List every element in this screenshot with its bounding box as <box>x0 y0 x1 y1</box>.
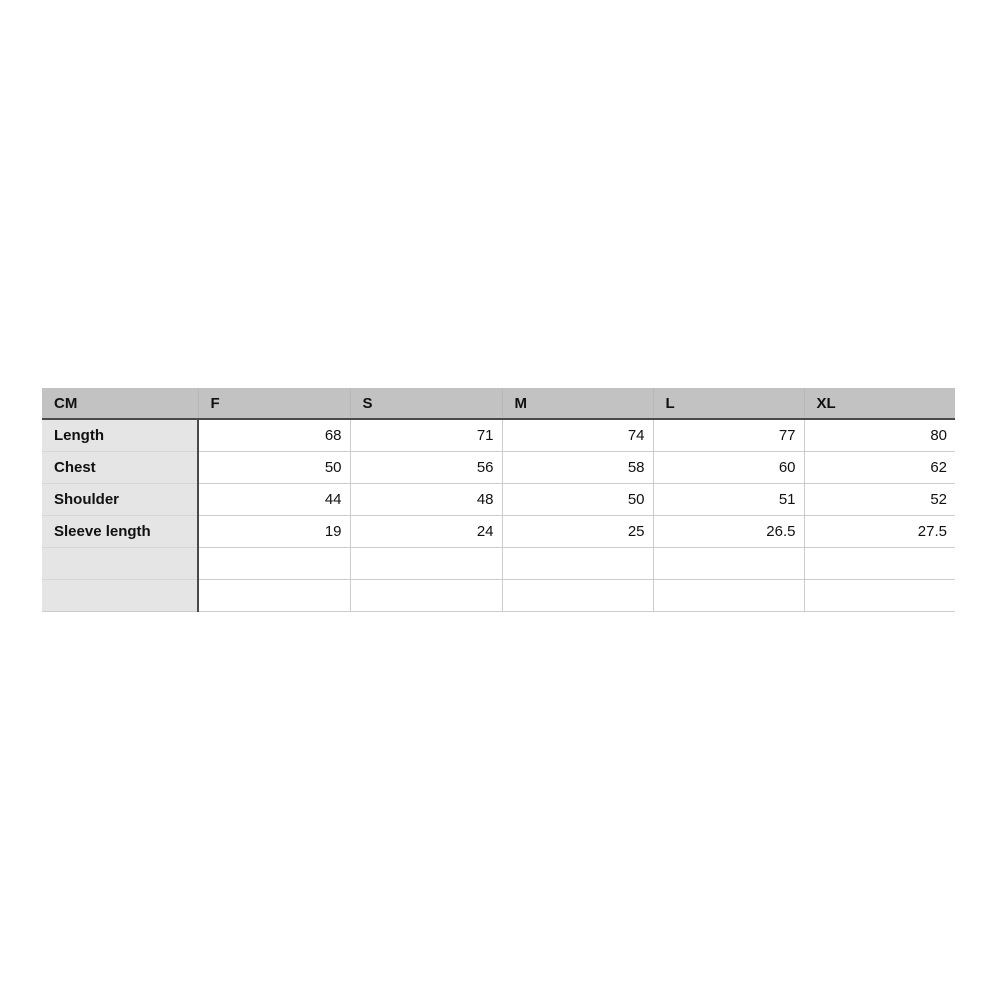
value-cell <box>350 579 502 611</box>
value-cell: 71 <box>350 419 502 451</box>
value-cell <box>653 547 804 579</box>
value-cell: 50 <box>198 451 350 483</box>
value-cell: 74 <box>502 419 653 451</box>
table-row <box>42 419 955 451</box>
value-cell <box>804 579 955 611</box>
table-row <box>42 451 955 483</box>
value-cell: 25 <box>502 515 653 547</box>
value-cell <box>502 547 653 579</box>
value-cell: 77 <box>653 419 804 451</box>
size-header-cell: XL <box>804 388 955 419</box>
row-label-cell: Sleeve length <box>42 515 198 547</box>
value-cell <box>804 547 955 579</box>
header-row <box>42 388 955 419</box>
size-header-cell: S <box>350 388 502 419</box>
size-header-cell: M <box>502 388 653 419</box>
value-cell: 68 <box>198 419 350 451</box>
value-cell <box>198 547 350 579</box>
table-row <box>42 515 955 547</box>
value-cell: 44 <box>198 483 350 515</box>
row-label-cell: Length <box>42 419 198 451</box>
value-cell <box>653 579 804 611</box>
row-label-cell: Chest <box>42 451 198 483</box>
value-cell: 24 <box>350 515 502 547</box>
value-cell: 27.5 <box>804 515 955 547</box>
size-chart-table <box>42 388 955 612</box>
value-cell <box>502 579 653 611</box>
value-cell: 19 <box>198 515 350 547</box>
size-header-cell: F <box>198 388 350 419</box>
value-cell: 52 <box>804 483 955 515</box>
unit-header-cell: CM <box>42 388 198 419</box>
row-label-cell: Shoulder <box>42 483 198 515</box>
value-cell <box>198 579 350 611</box>
value-cell: 50 <box>502 483 653 515</box>
size-chart-container <box>42 388 955 612</box>
size-header-cell: L <box>653 388 804 419</box>
table-row <box>42 579 955 611</box>
value-cell: 48 <box>350 483 502 515</box>
value-cell: 26.5 <box>653 515 804 547</box>
value-cell <box>350 547 502 579</box>
row-label-cell <box>42 579 198 611</box>
value-cell: 80 <box>804 419 955 451</box>
table-row <box>42 547 955 579</box>
value-cell: 51 <box>653 483 804 515</box>
value-cell: 58 <box>502 451 653 483</box>
table-row <box>42 483 955 515</box>
value-cell: 62 <box>804 451 955 483</box>
value-cell: 60 <box>653 451 804 483</box>
row-label-cell <box>42 547 198 579</box>
size-chart-body <box>42 419 955 611</box>
value-cell: 56 <box>350 451 502 483</box>
